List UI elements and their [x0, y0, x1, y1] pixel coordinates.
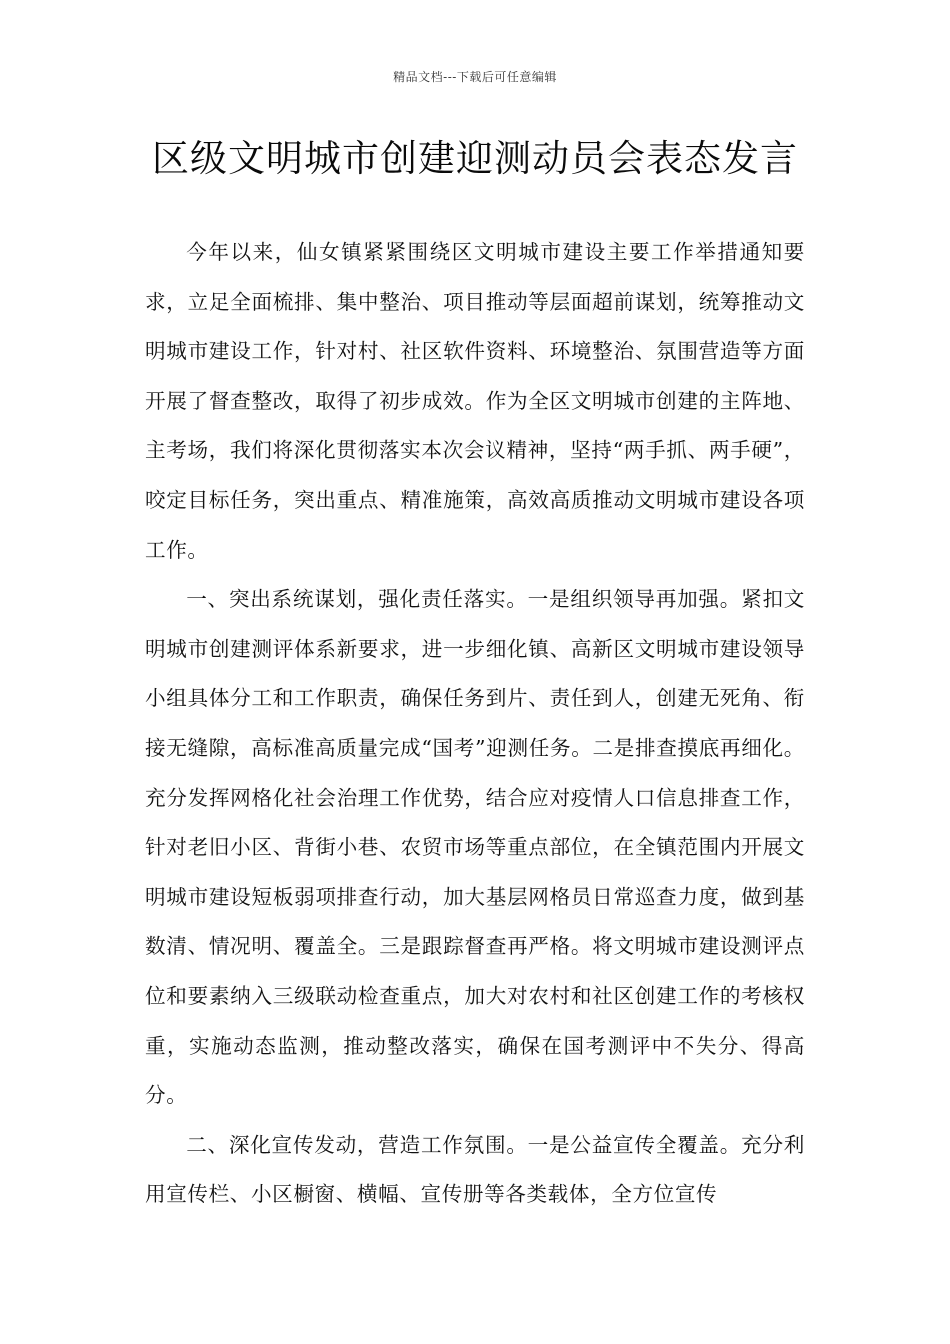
header-note: 精品文档---下载后可任意编辑: [393, 70, 557, 84]
paragraph-intro: 今年以来，仙女镇紧紧围绕区文明城市建设主要工作举措通知要求，立足全面梳排、集中整治、项目推动等层面超前谋划，统筹推动文明城市建设工作，针对村、社区软件资料、环境整治、氛围营造等方面开展了督查整改，取得了初步成效。作为全区文明城市创建的主阵地、主考场，我们将深化贯彻落实本次会议精神，坚持“两手抓、两手硬”，咬定目标任务，突出重点、精准施策，高效高质推动文明城市建设各项工作。: [145, 240, 805, 562]
paragraph-section-two: 二、深化宣传发动，营造工作氛围。一是公益宣传全覆盖。充分利用宣传栏、小区橱窗、横幅、宣传册等各类载体，全方位宣传: [145, 1132, 805, 1207]
document-title: 区级文明城市创建迎测动员会表态发言: [152, 137, 798, 180]
paragraph-section-one: 一、突出系统谋划，强化责任落实。一是组织领导再加强。紧扣文明城市创建测评体系新要求，进一步细化镇、高新区文明城市建设领导小组具体分工和工作职责，确保任务到片、责任到人，创建无死角、衔接无缝隙，高标准高质量完成“国考”迎测任务。二是排查摸底再细化。充分发挥网格化社会治理工作优势，结合应对疫情人口信息排查工作，针对老旧小区、背街小巷、农贸市场等重点部位，在全镇范围内开展文明城市建设短板弱项排查行动，加大基层网格员日常巡查力度，做到基数清、情况明、覆盖全。三是跟踪督查再严格。将文明城市建设测评点位和要素纳入三级联动检查重点，加大对农村和社区创建工作的考核权重，实施动态监测，推动整改落实，确保在国考测评中不失分、得高分。: [145, 587, 805, 1108]
document-body: [145, 228, 805, 1220]
